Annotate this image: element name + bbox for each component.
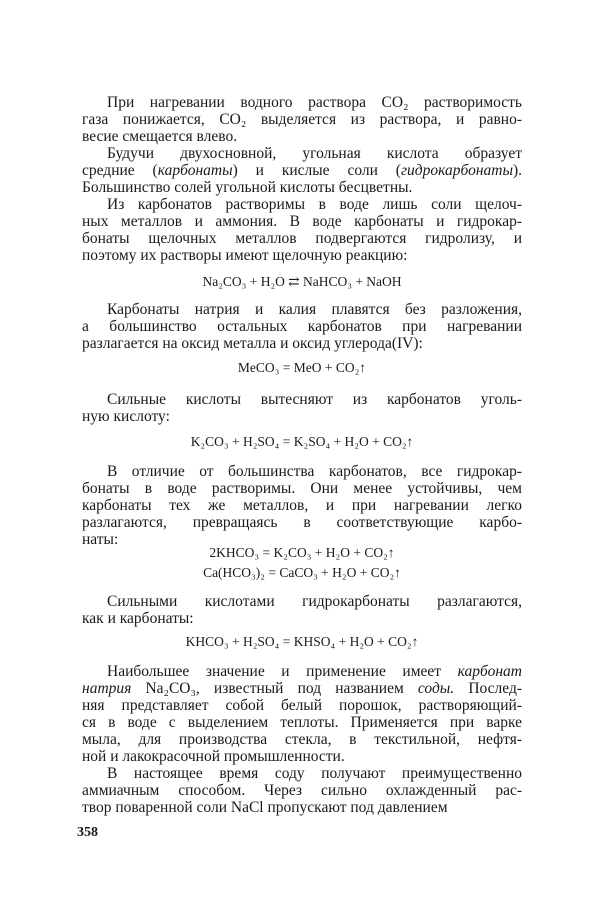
paragraph <box>82 593 522 627</box>
text-line <box>82 179 522 196</box>
italic-term: соды. <box>417 680 455 697</box>
chemical-equation <box>82 544 522 562</box>
text-line <box>82 593 522 610</box>
text-segment: ). <box>512 162 523 179</box>
text-segment: средние ( <box>82 162 158 179</box>
text-line <box>82 162 522 179</box>
text-segment: При нагревании водного раствора CO₂ растворимость <box>107 94 522 111</box>
text-segment: няя представляет собой белый порошок, растворяющий- <box>82 697 522 714</box>
text-segment: ) и кислые соли ( <box>232 162 401 179</box>
text-line <box>82 301 522 318</box>
text-line <box>82 408 522 425</box>
text-segment: Будучи двухосновной, угольная кислота образует <box>107 145 522 162</box>
paragraph <box>82 301 522 352</box>
text-segment: Сильные кислоты вытесняют из карбонатов уголь- <box>107 391 522 408</box>
chemical-equation <box>82 564 522 582</box>
text-segment: как и карбонаты: <box>82 610 194 627</box>
text-segment: Большинство солей угольной кислоты бесцветны. <box>82 179 413 196</box>
paragraph <box>82 391 522 425</box>
text-segment: бонаты в воде растворимы. Они менее устойчивы, чем <box>82 480 522 497</box>
text-segment: твор поваренной соли NaCl пропускают под давлением <box>82 799 448 816</box>
text-segment: аммиачным способом. Через сильно охлажденный рас- <box>82 782 522 799</box>
text-line <box>82 480 522 497</box>
text-line <box>82 697 522 714</box>
paragraph <box>82 463 522 548</box>
text-line <box>82 782 522 799</box>
text-segment: Послед- <box>454 680 522 697</box>
text-segment: а большинство остальных карбонатов при нагревании <box>82 318 522 335</box>
text-line <box>82 94 522 111</box>
text-segment: разлагается на оксид металла и оксид углерода(IV): <box>82 335 423 352</box>
chemical-equation <box>82 633 522 651</box>
equation-text: KHCO₃ + H₂SO₄ = KHSO₄ + H₂O + CO₂↑ <box>185 634 419 649</box>
text-line <box>82 748 522 765</box>
text-line <box>82 731 522 748</box>
text-line <box>82 230 522 247</box>
text-segment: мыла, для производства стекла, в текстильной, нефтя- <box>82 731 522 748</box>
text-line <box>82 799 522 816</box>
equation-text: 2KHCO₃ = K₂CO₃ + H₂O + CO₂↑ <box>209 545 395 560</box>
text-line <box>82 111 522 128</box>
text-segment: В отличие от большинства карбонатов, все гидрокар- <box>107 463 522 480</box>
italic-term: карбонаты <box>157 162 233 179</box>
text-line <box>82 318 522 335</box>
text-line <box>82 497 522 514</box>
text-segment: ся в воде с выделением теплоты. Применяется при варке <box>82 714 522 731</box>
text-segment: В настоящее время соду получают преимущественно <box>107 765 522 782</box>
text-line <box>82 145 522 162</box>
text-segment: ной и лакокрасочной промышленности. <box>82 748 345 765</box>
text-segment: Наибольшее значение и применение имеет <box>107 663 458 680</box>
text-line <box>82 680 522 697</box>
chemical-equation <box>82 433 522 451</box>
chemical-equation <box>82 359 522 377</box>
text-line <box>82 196 522 213</box>
text-line <box>82 463 522 480</box>
paragraph <box>82 145 522 196</box>
equation-text: Na₂CO₃ + H₂O ⇄ NaHCO₃ + NaOH <box>202 274 402 289</box>
paragraph <box>82 663 522 765</box>
paragraph <box>82 196 522 264</box>
equation-text: MeCO₃ = MeO + CO₂↑ <box>237 360 367 375</box>
text-line <box>82 765 522 782</box>
equation-text: K₂CO₃ + H₂SO₄ = K₂SO₄ + H₂O + CO₂↑ <box>190 434 414 449</box>
text-segment: Сильными кислотами гидрокарбонаты разлагаются, <box>107 593 522 610</box>
text-segment: Из карбонатов растворимы в воде лишь соли щелоч- <box>107 196 522 213</box>
text-segment: наты: <box>82 531 119 548</box>
italic-term: гидрокарбонаты <box>400 162 513 179</box>
text-line <box>82 663 522 680</box>
text-line <box>82 391 522 408</box>
text-segment: ных металлов и аммония. В воде карбонаты и гидрокар- <box>82 213 522 230</box>
text-segment: Na₂CO₃, известный под названием <box>131 680 418 697</box>
text-line <box>82 610 522 627</box>
italic-term: карбонат <box>457 663 522 680</box>
text-segment: карбонаты тех же металлов, и при нагревании легко <box>82 497 522 514</box>
text-segment: бонаты щелочных металлов подвергаются гидролизу, и <box>82 230 522 247</box>
text-segment: поэтому их растворы имеют щелочную реакцию: <box>82 247 408 264</box>
paragraph <box>82 94 522 145</box>
text-segment: разлагаются, превращаясь в соответствующие карбо- <box>82 514 522 531</box>
text-line <box>82 714 522 731</box>
paragraph <box>82 765 522 816</box>
text-segment: весие смещается влево. <box>82 128 238 145</box>
italic-term: натрия <box>82 680 132 697</box>
page-number: 358 <box>77 825 98 840</box>
text-segment: газа понижается, CO₂ выделяется из раствора, и равно- <box>82 111 522 128</box>
text-segment: ную кислоту: <box>82 408 170 425</box>
text-segment: Карбонаты натрия и калия плавятся без разложения, <box>107 301 522 318</box>
text-line <box>82 128 522 145</box>
text-line <box>82 514 522 531</box>
chemical-equation <box>82 273 522 291</box>
equation-text: Ca(HCO₃)₂ = CaCO₃ + H₂O + CO₂↑ <box>203 565 401 580</box>
text-line <box>82 247 522 264</box>
text-line <box>82 213 522 230</box>
text-line <box>82 335 522 352</box>
